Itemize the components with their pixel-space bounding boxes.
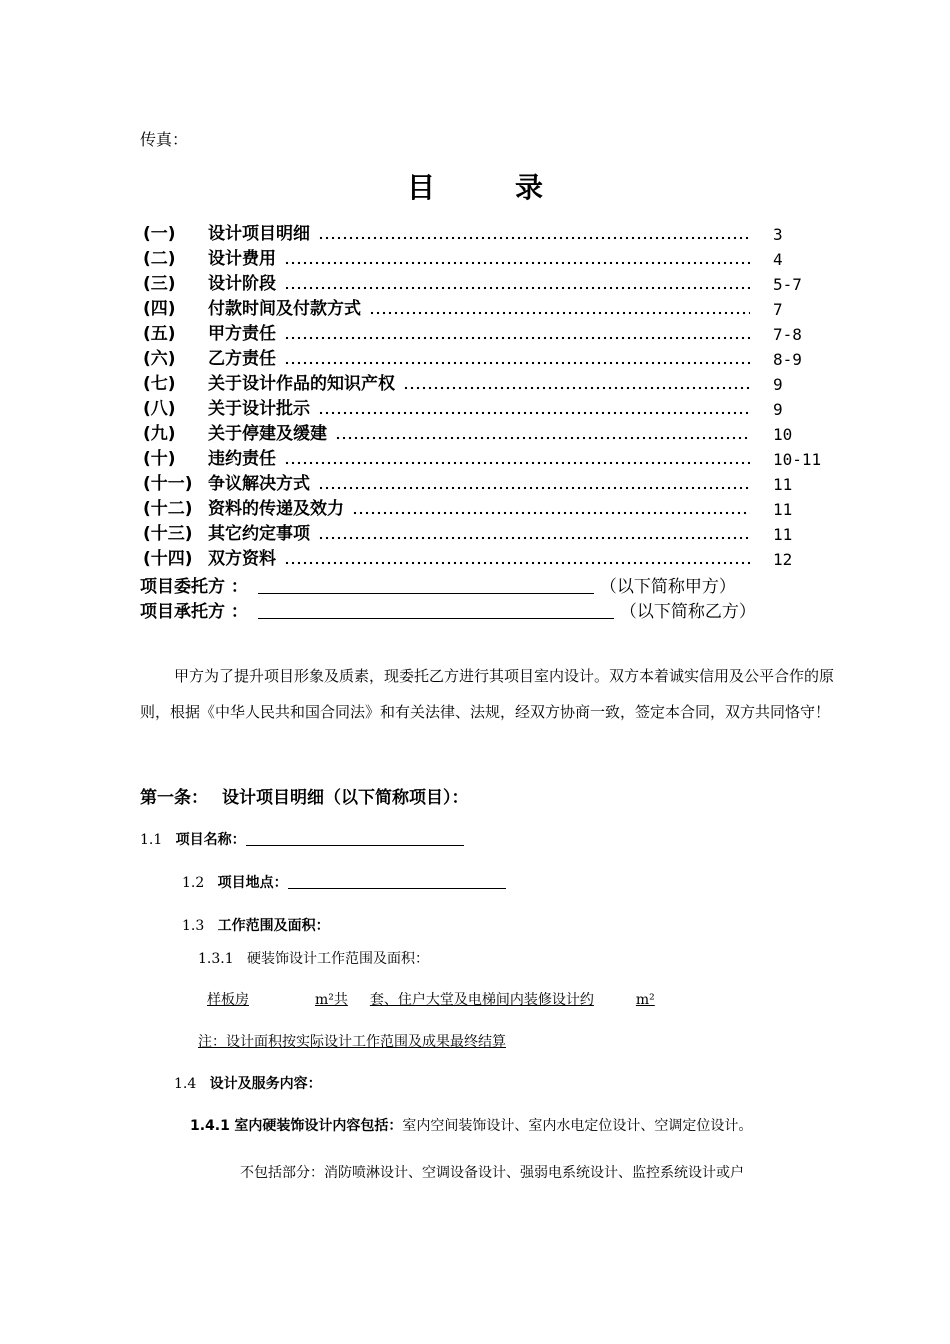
toc-entry-title: 甲方责任 (208, 324, 276, 344)
section-number: 1.3 (182, 918, 205, 934)
toc-entry-title: 其它约定事项 (208, 524, 310, 544)
table-of-contents (143, 222, 843, 572)
fax-label: 传真： (140, 130, 189, 149)
toc-number: (五) (143, 324, 176, 344)
section-1-1 (140, 829, 464, 849)
section-number: 1.2 (182, 875, 205, 891)
toc-row[interactable] (143, 522, 843, 547)
toc-page-number: 11 (773, 500, 793, 519)
toc-row[interactable] (143, 397, 843, 422)
project-location-blank (288, 874, 506, 889)
section-1-2 (182, 872, 506, 892)
section-1-3 (182, 915, 330, 935)
toc-number: (一) (143, 224, 176, 244)
toc-row[interactable] (143, 272, 843, 297)
toc-entry-title: 设计阶段 (208, 274, 276, 294)
toc-number: (八) (143, 399, 176, 419)
contractor-note: （以下简称乙方） (619, 602, 756, 622)
project-location-label: 项目地点： (217, 875, 288, 891)
contractor-label: 项目承托方 ： (140, 602, 248, 622)
intro-paragraph: 甲方为了提升项目形象及质素，现委托乙方进行其项目室内设计。双方本着诚实信用及公平合作的原则，根据《中华人民共和国合同法》和有关法律、法规，经双方协商一致，签定本合同，双方共同恪守！ (140, 667, 835, 721)
toc-row[interactable] (143, 372, 843, 397)
toc-row[interactable] (143, 447, 843, 472)
hard-decor-content-text: 室内空间装饰设计、室内水电定位设计、空调定位设计。 (402, 1118, 753, 1134)
toc-entry-title: 关于设计作品的知识产权 (208, 374, 395, 394)
toc-page-number: 9 (773, 375, 783, 394)
toc-entry-title: 关于停建及缓建 (208, 424, 327, 444)
toc-leader-dots (318, 236, 750, 240)
toc-leader-dots (284, 336, 750, 340)
scope-part-2: m²共 (315, 992, 348, 1008)
scope-part-3: 套、住户大堂及电梯间内装修设计约 (369, 992, 594, 1008)
toc-page-number: 7-8 (773, 325, 802, 344)
article-1-heading (140, 783, 469, 808)
toc-number: (十二) (143, 499, 193, 519)
project-name-blank (246, 831, 464, 846)
toc-page-number: 5-7 (773, 275, 802, 294)
toc-number: (四) (143, 299, 176, 319)
toc-leader-dots (352, 511, 750, 515)
hard-decor-scope-text: 硬装饰设计工作范围及面积： (246, 951, 429, 967)
scope-part-4: m² (635, 992, 655, 1008)
client-party-row (140, 572, 736, 597)
contractor-party-row (140, 597, 756, 622)
section-1-3-1 (198, 948, 429, 968)
toc-entry-title: 乙方责任 (208, 349, 276, 369)
toc-page-number: 11 (773, 525, 793, 544)
toc-entry-title: 关于设计批示 (208, 399, 310, 419)
hard-decor-content-label: 室内硬装饰设计内容包括： (234, 1118, 403, 1134)
section-number: 1.1 (140, 832, 163, 848)
toc-row[interactable] (143, 247, 843, 272)
client-blank-line (258, 577, 594, 594)
toc-number: (十三) (143, 524, 193, 544)
toc-page-number: 4 (773, 250, 783, 269)
toc-leader-dots (335, 436, 750, 440)
toc-entry-title: 付款时间及付款方式 (208, 299, 361, 319)
toc-page-number: 8-9 (773, 350, 802, 369)
contractor-blank-line (258, 602, 614, 619)
toc-page-number: 3 (773, 225, 783, 244)
toc-entry-title: 双方资料 (208, 549, 276, 569)
toc-page-number: 10-11 (773, 450, 822, 469)
toc-row[interactable] (143, 297, 843, 322)
toc-row[interactable] (143, 222, 843, 247)
toc-row[interactable] (143, 497, 843, 522)
toc-leader-dots (284, 561, 750, 565)
section-number: 1.3.1 (198, 951, 234, 967)
toc-row[interactable] (143, 422, 843, 447)
toc-leader-dots (284, 286, 750, 290)
toc-leader-dots (284, 461, 750, 465)
toc-number: (三) (143, 274, 176, 294)
toc-row[interactable] (143, 347, 843, 372)
toc-entry-title: 争议解决方式 (208, 474, 310, 494)
toc-number: (十一) (143, 474, 193, 494)
scope-area-label: 工作范围及面积： (217, 918, 330, 934)
client-label: 项目委托方 ： (140, 577, 248, 597)
scope-line (207, 989, 655, 1009)
section-number: 1.4 (174, 1076, 197, 1092)
toc-leader-dots (284, 361, 750, 365)
article-1-prefix: 第一条： (140, 788, 208, 808)
toc-page-number: 10 (773, 425, 793, 444)
toc-leader-dots (369, 311, 750, 315)
toc-number: (二) (143, 249, 176, 269)
toc-entry-title: 设计项目明细 (208, 224, 310, 244)
client-note: （以下简称甲方） (599, 577, 736, 597)
toc-number: (九) (143, 424, 176, 444)
toc-title: 目录 (406, 171, 623, 204)
section-1-4 (174, 1073, 322, 1093)
toc-leader-dots (284, 261, 750, 265)
design-service-label: 设计及服务内容： (209, 1076, 322, 1092)
toc-number: (七) (143, 374, 176, 394)
toc-number: (十) (143, 449, 176, 469)
toc-entry-title: 资料的传递及效力 (208, 499, 344, 519)
toc-page-number: 11 (773, 475, 793, 494)
excluded-items: 不包括部分：消防喷淋设计、空调设备设计、强弱电系统设计、监控系统设计或户 (240, 1165, 744, 1181)
toc-entry-title: 违约责任 (208, 449, 276, 469)
article-1-title: 设计项目明细（以下简称项目）： (222, 788, 469, 808)
project-name-label: 项目名称： (175, 832, 246, 848)
toc-leader-dots (403, 386, 750, 390)
toc-page-number: 9 (773, 400, 783, 419)
toc-leader-dots (318, 411, 750, 415)
toc-page-number: 12 (773, 550, 793, 569)
toc-leader-dots (318, 486, 750, 490)
toc-row[interactable] (143, 472, 843, 497)
toc-number: (六) (143, 349, 176, 369)
section-1-4-1 (190, 1115, 752, 1135)
toc-row[interactable] (143, 322, 843, 347)
toc-entry-title: 设计费用 (208, 249, 276, 269)
scope-part-1: 样板房 (207, 992, 249, 1008)
toc-leader-dots (318, 536, 750, 540)
section-number: 1.4.1 (190, 1118, 230, 1134)
area-note: 注：设计面积按实际设计工作范围及成果最终结算 (198, 1034, 506, 1050)
toc-number: (十四) (143, 549, 193, 569)
toc-row[interactable] (143, 547, 843, 572)
toc-page-number: 7 (773, 300, 783, 319)
